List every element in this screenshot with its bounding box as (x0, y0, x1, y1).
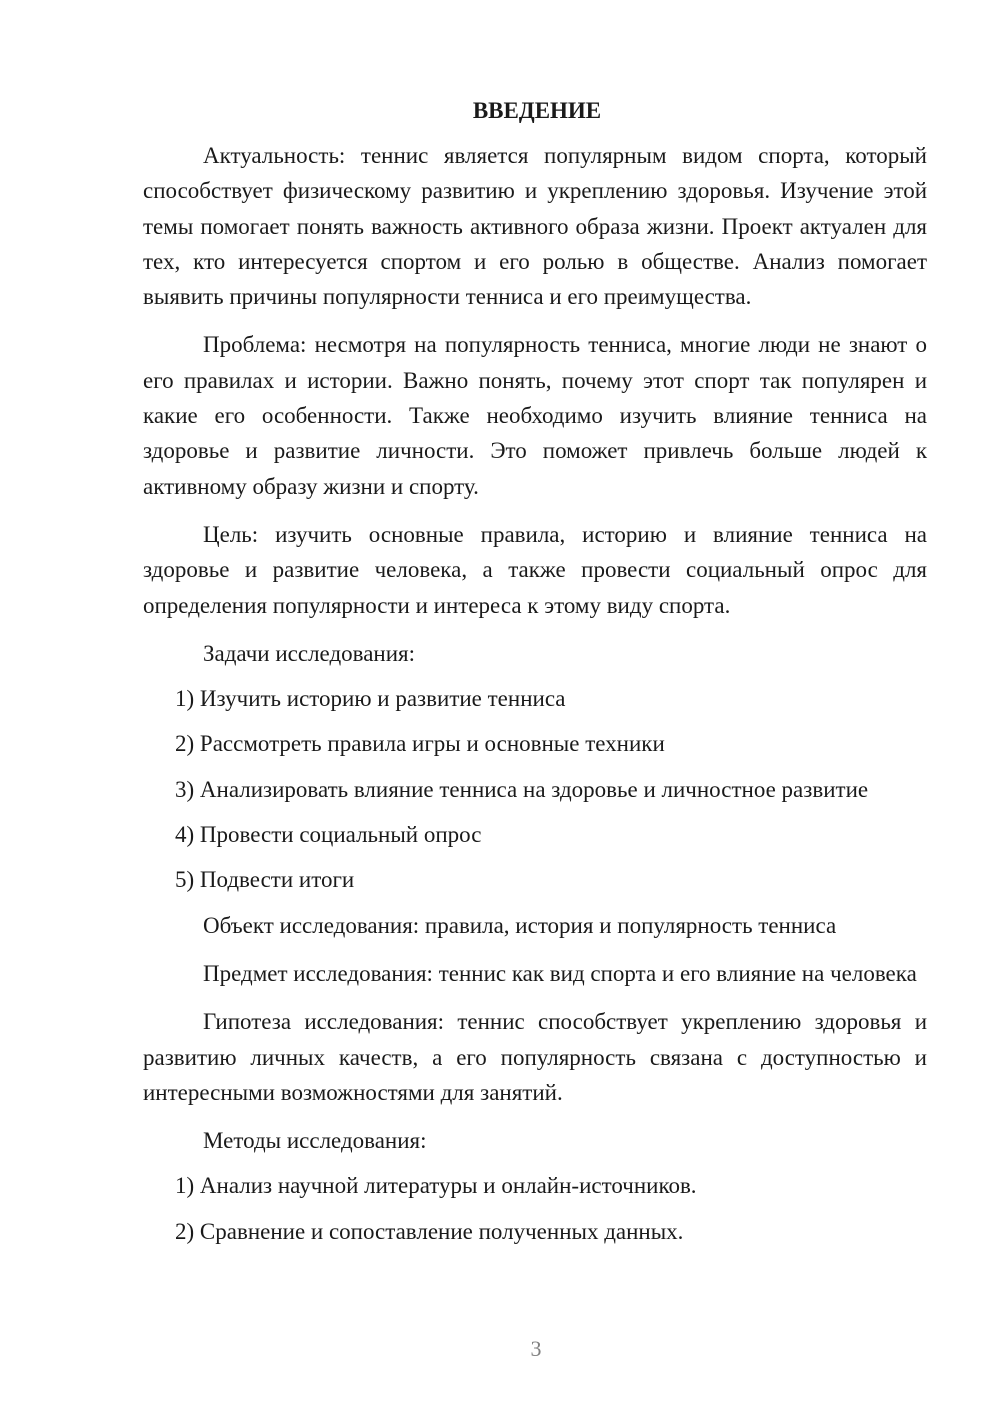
tasks-label: Задачи исследования: (203, 640, 416, 666)
goal-paragraph: Цель: изучить основные правила, историю и влияние тенниса на здоровье и развитие человека, а также провести социальный опрос для определения популярности и интереса к этому виду спорта. (143, 521, 927, 618)
method-item: 2) Сравнение и сопоставление полученных данных. (175, 1218, 684, 1244)
task-item: 2) Рассмотреть правила игры и основные техники (175, 731, 665, 757)
page-title: ВВЕДЕНИЕ (472, 98, 602, 123)
task-item: 1) Изучить историю и развитие тенниса (175, 686, 566, 712)
subject-paragraph: Предмет исследования: теннис как вид спорта и его влияние на человека (203, 960, 917, 986)
object-paragraph: Объект исследования: правила, история и популярность тенниса (203, 912, 837, 938)
task-item: 5) Подвести итоги (175, 867, 355, 893)
page-number: 3 (530, 1336, 542, 1361)
relevance-paragraph: Актуальность: теннис является популярным видом спорта, который способствует физическому развитию и укреплению здоровья. Изучение этой темы помогает понять важность активного образа жизни. Проект актуален для тех, кто интересуется спортом и его ролью в обществе. Анализ помогает выявить причины популярности тенниса и его преимущества. (143, 143, 927, 310)
methods-label: Методы исследования: (203, 1128, 427, 1154)
method-item: 1) Анализ научной литературы и онлайн-источников. (175, 1173, 697, 1199)
problem-paragraph: Проблема: несмотря на популярность тенниса, многие люди не знают о его правилах и истории. Важно понять, почему этот спорт так популярен и какие его особенности. Также необходимо изучить влияние тенниса на здоровье и развитие личности. Это поможет привлечь больше людей к активному образу жизни и спорту. (143, 332, 927, 499)
task-item: 3) Анализировать влияние тенниса на здоровье и личностное развитие (175, 776, 869, 802)
task-item: 4) Провести социальный опрос (175, 822, 482, 848)
hypothesis-paragraph: Гипотеза исследования: теннис способствует укреплению здоровья и развитию личных качеств, а его популярность связана с доступностью и интересными возможностями для занятий. (143, 1009, 927, 1105)
page-content (143, 96, 927, 1259)
